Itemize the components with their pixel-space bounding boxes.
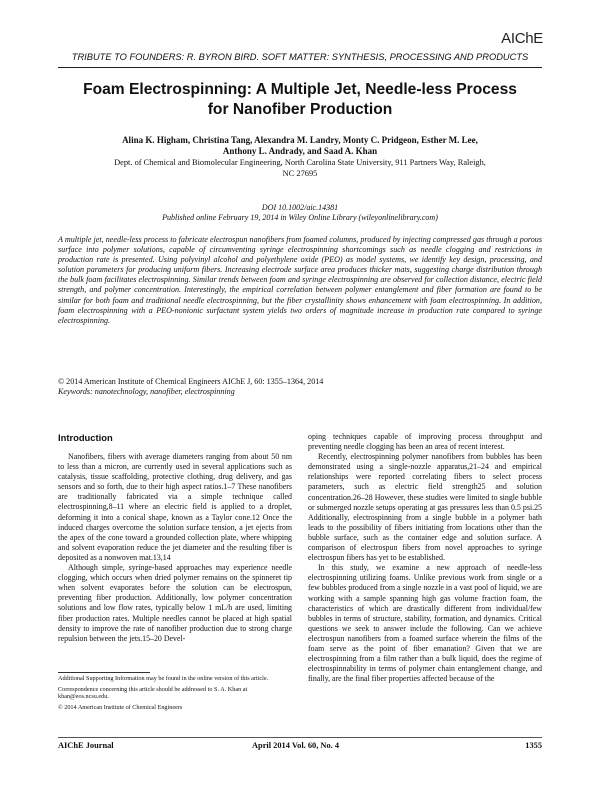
paragraph: Although simple, syringe-based approaches may experience needle clogging, which occurs when dried polymer remains on the spinneret tip when solvent evaporates before the solution can be electrospun, preventing fiber production. Additionally, low polymer concentration solutions and low flow rates, typically below 1 mL/h are used, limiting fiber production rates. Multiple needles cannot be placed at high spatial density to improve the rate of nanofiber production due to strong charge repulsion between the jets.15–20 Devel- — [58, 563, 292, 643]
title-line-2: for Nanofiber Production — [207, 100, 393, 118]
authors-line-2: Anthony L. Andrady, and Saad A. Khan — [222, 146, 378, 157]
affiliation-line-1: Dept. of Chemical and Biomolecular Engineering, North Carolina State University, 911 Partners Way, Raleigh, — [114, 158, 486, 167]
footer-divider — [58, 737, 542, 738]
author-list — [60, 135, 540, 157]
series-banner: TRIBUTE TO FOUNDERS: R. BYRON BIRD. SOFT MATTER: SYNTHESIS, PROCESSING AND PRODUCTS — [71, 52, 529, 62]
journal-logo: AIChE — [501, 30, 543, 47]
footnote: Correspondence concerning this article should be addressed to S. A. Khan at khan@eos.ncsu.edu. — [58, 685, 248, 701]
paragraph: Nanofibers, fibers with average diameters ranging from about 50 nm to less than a micron, are currently used in several applications such as catalysis, tissue scaffolding, protective clothing, drug delivery, and gas sensors and so forth, due to their high aspect ratios.1–7 These nanofibers are traditionally fabricated via a simple technique called electrospinning,8–11 where an electric field is applied to a droplet, deforming it into a conical shape, known as a Taylor cone.12 Once the induced charges overcome the solution surface tension, a jet ejects from the apex of the cone toward a grounded collection plate, where whipping and solvent evaporation reduce the jet diameter and the resulting fiber is deposited as a nonwoven mat.13,14 — [58, 452, 292, 562]
footer-issue: April 2014 Vol. 60, No. 4 — [252, 741, 340, 750]
authors-line-1: Alina K. Higham, Christina Tang, Alexandra M. Landry, Monty C. Pridgeon, Esther M. Lee, — [122, 135, 478, 145]
section-heading-introduction: Introduction — [58, 432, 113, 443]
keywords: Keywords: nanotechnology, nanofiber, electrospinning — [58, 387, 235, 396]
body-column-right — [308, 432, 542, 684]
article-title — [60, 80, 540, 119]
footnote: © 2014 American Institute of Chemical Engineers — [58, 703, 183, 711]
page-number: 1355 — [525, 741, 542, 750]
body-column-left — [58, 432, 292, 644]
copyright-line: © 2014 American Institute of Chemical Engineers AIChE J, 60: 1355–1364, 2014 — [58, 377, 324, 386]
footnote-divider — [58, 672, 150, 673]
title-line-1: Foam Electrospinning: A Multiple Jet, Needle-less Process — [83, 81, 517, 98]
doi[interactable]: DOI 10.1002/aic.14381 — [261, 203, 339, 212]
paragraph: Recently, electrospinning polymer nanofibers from bubbles has been demonstrated using a single-nozzle apparatus,21–24 and empirical relationships were reported correlating fibers to select process parameters, such as electric field strength25 and solution concentration.26–28 However, these studies were limited to single bubble or submerged nozzle setups operating at gas pressures less than 0.5 psi.25 Additionally, electrospinning from a single bubble in a polymer bath leads to the possibility of fibers initiating from locations other than the bubble surface, such as the container edge and solution surface. A comparison of electrospun fibers from novel approaches to syringe electrospun fibers has yet to be established. — [308, 452, 542, 563]
publication-info: Published online February 19, 2014 in Wiley Online Library (wileyonlinelibrary.com) — [162, 213, 438, 222]
footnotes — [58, 675, 292, 714]
paragraph: oping techniques capable of improving process throughput and preventing needle clogging has been an area of recent interest. — [308, 432, 542, 452]
affiliation — [60, 158, 540, 180]
header-divider — [58, 67, 542, 68]
abstract: A multiple jet, needle-less process to fabricate electrospun nanofibers from foamed columns, produced by injecting compressed gas through a porous surface into polymer solutions, capable of circumventing syringe electrospinning shortcomings such as needle clogging and restrictions in production rate is presented. Using polyvinyl alcohol and polyethylene oxide (PEO) as model systems, we identify key design, processing, and solution parameters for producing uniform fibers. Increasing electrode surface area produces thicker mats, suggesting charge distribution through the bulk foam facilitates electrospinning. Similar trends between foam and syringe electrospinning are observed for collection distance, electric field strength, and polymer concentration. Interestingly, the empirical correlation between polymer entanglement and fiber formation are found to be similar for both foam and traditional needle electrospinning, but the fiber crystallinity shows enhancement with foam electrospinning. In addition, foam electrospinning with a PEO-nonionic surfactant system yields two orders of magnitude increase in production rate compared to syringe electrospinning. — [58, 235, 542, 325]
paragraph: In this study, we examine a new approach of needle-less electrospinning utilizing foams. Unlike previous work from single or a few bubbles produced from a single nozzle in a vast pool of liquid, we are working with a sample spanning high gas volume fraction foam, the characteristics of which are drastically different from individual/few bubbles in terms of structure, stability, formation, and dynamics. Critical questions we seek to answer include the following. Can we achieve electrospun nanofibers from a foamed surface wherein the films of the foam serve as the point of fiber emanation? Given that we are electrospinning from a film rather than a bulk liquid, does the regime of electrospinnability in terms of polymer chain entanglement change, and finally, are the final fiber properties affected because of the — [308, 563, 542, 684]
footer-journal-name: AIChE Journal — [58, 741, 114, 750]
footnote: Additional Supporting Information may be found in the online version of this article. — [58, 675, 269, 682]
affiliation-line-2: NC 27695 — [282, 168, 318, 178]
